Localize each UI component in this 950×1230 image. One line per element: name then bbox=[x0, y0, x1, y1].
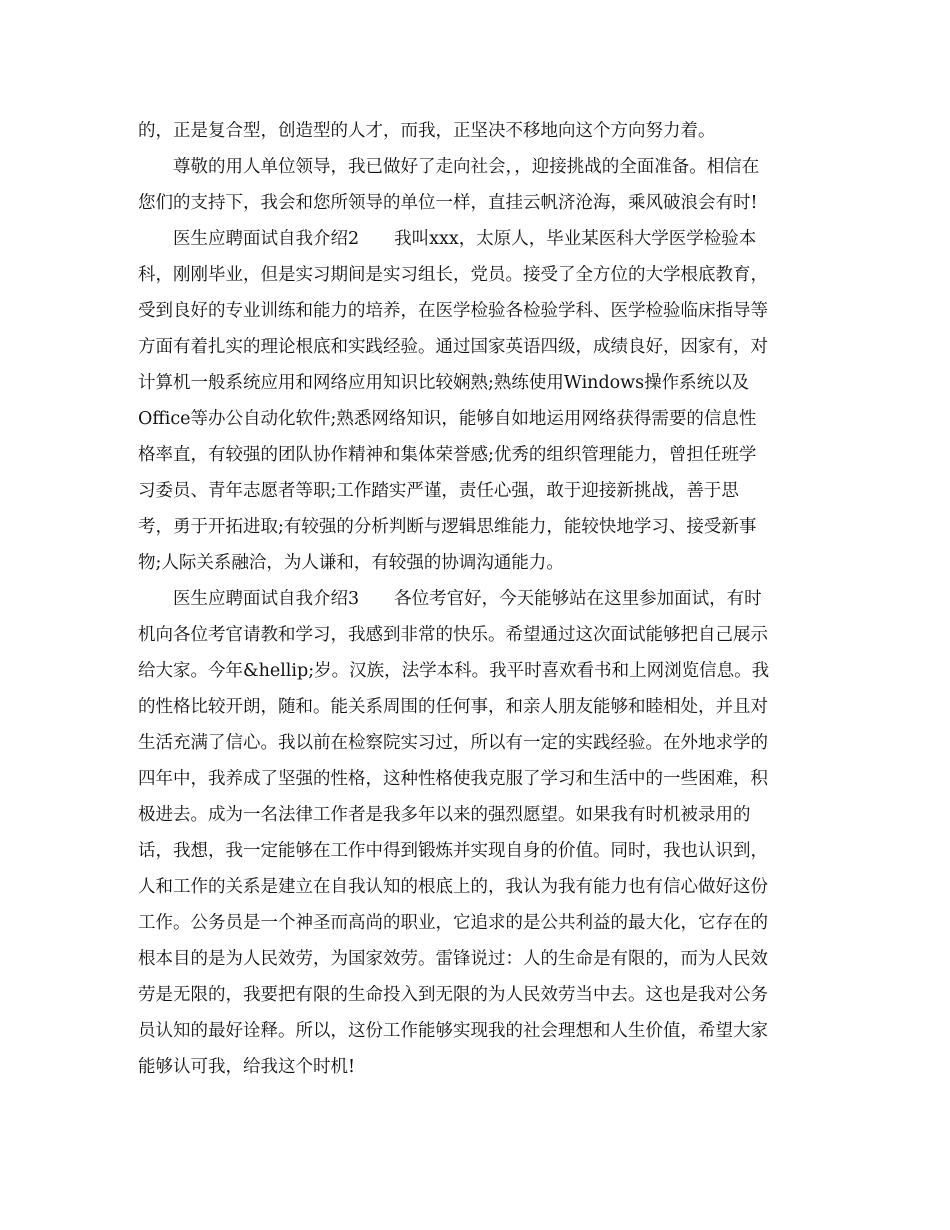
text-line: 考，勇于开拓进取;有较强的分析判断与逻辑思维能力，能较快地学习、接受新事 bbox=[138, 517, 757, 537]
text-line: 话，我想，我一定能够在工作中得到锻炼并实现自身的价值。同时，我也认识到， bbox=[138, 841, 768, 861]
text-line: 的性格比较开朗，随和。能关系周围的任何事，和亲人朋友能够和睦相处，并且对 bbox=[138, 697, 768, 717]
text-line: 极进去。成为一名法律工作者是我多年以来的强烈愿望。如果我有时机被录用的 bbox=[138, 805, 751, 825]
text-line: 的，正是复合型，创造型的人才，而我，正坚决不移地向这个方向努力着。 bbox=[138, 121, 716, 141]
text-line: 计算机一般系统应用和网络应用知识比较娴熟;熟练使用Windows操作系统以及 bbox=[138, 373, 750, 393]
text-line: 您们的支持下，我会和您所领导的单位一样，直挂云帆济沧海，乘风破浪会有时! bbox=[138, 193, 758, 213]
text-line: 受到良好的专业训练和能力的培养，在医学检验各检验学科、医学检验临床指导等 bbox=[138, 301, 768, 321]
paragraph-first-line: 医生应聘面试自我介绍2 我叫xxx，太原人，毕业某医科大学医学检验本 bbox=[173, 229, 757, 249]
text-line: 生活充满了信心。我以前在检察院实习过，所以有一定的实践经验。在外地求学的 bbox=[138, 733, 768, 753]
text-line: 习委员、青年志愿者等职;工作踏实严谨，责任心强，敢于迎接新挑战，善于思 bbox=[138, 481, 739, 501]
text-line: Office等办公自动化软件;熟悉网络知识，能够自如地运用网络获得需要的信息性 bbox=[138, 409, 757, 429]
text-line: 劳是无限的，我要把有限的生命投入到无限的为人民效劳当中去。这也是我对公务 bbox=[138, 985, 768, 1005]
text-line: 方面有着扎实的理论根底和实践经验。通过国家英语四级，成绩良好，因家有，对 bbox=[138, 337, 768, 357]
text-line: 能够认可我，给我这个时机! bbox=[138, 1057, 356, 1077]
text-line: 物;人际关系融洽，为人谦和，有较强的协调沟通能力。 bbox=[138, 553, 564, 573]
paragraph-first-line: 尊敬的用人单位领导，我已做好了走向社会，，迎接挑战的全面准备。相信在 bbox=[173, 157, 760, 177]
text-line: 格率直，有较强的团队协作精神和集体荣誉感;优秀的组织管理能力，曾担任班学 bbox=[138, 445, 757, 465]
text-line: 机向各位考官请教和学习，我感到非常的快乐。希望通过这次面试能够把自己展示 bbox=[138, 625, 768, 645]
paragraph-first-line: 医生应聘面试自我介绍3 各位考官好，今天能够站在这里参加面试，有时 bbox=[173, 589, 762, 609]
text-line: 人和工作的关系是建立在自我认知的根底上的，我认为我有能力也有信心做好这份 bbox=[138, 877, 768, 897]
text-line: 四年中，我养成了坚强的性格，这种性格使我克服了学习和生活中的一些困难，积 bbox=[138, 769, 768, 789]
text-line: 给大家。今年&hellip;岁。汉族，法学本科。我平时喜欢看书和上网浏览信息。我 bbox=[138, 661, 770, 681]
text-line: 根本目的是为人民效劳，为国家效劳。雷锋说过：人的生命是有限的，而为人民效 bbox=[138, 949, 768, 969]
text-line: 工作。公务员是一个神圣而高尚的职业，它追求的是公共利益的最大化，它存在的 bbox=[138, 913, 768, 933]
text-line: 科，刚刚毕业，但是实习期间是实习组长，党员。接受了全方位的大学根底教育， bbox=[138, 265, 768, 285]
text-line: 员认知的最好诠释。所以，这份工作能够实现我的社会理想和人生价值，希望大家 bbox=[138, 1021, 768, 1041]
